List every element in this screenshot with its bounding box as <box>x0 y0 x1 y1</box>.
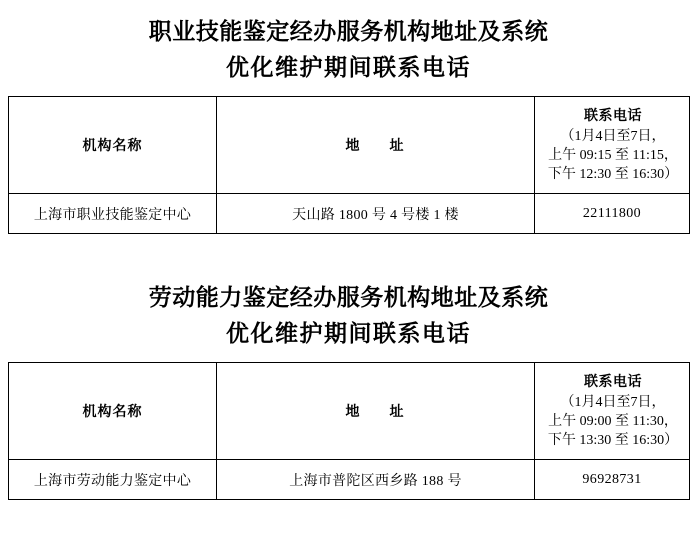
section-1-table <box>8 96 690 234</box>
cell-address: 上海市普陀区西乡路 188 号 <box>217 460 535 500</box>
cell-organization-name: 上海市劳动能力鉴定中心 <box>9 460 217 500</box>
table-row <box>9 194 690 234</box>
table-header-row <box>9 363 690 460</box>
column-header-telephone-title: 联系电话 <box>584 374 642 390</box>
column-header-telephone-line-1: （1月4日至7日， <box>560 128 666 144</box>
cell-address: 天山路 1800 号 4 号楼 1 楼 <box>217 194 535 234</box>
column-header-address-text: 地 址 <box>345 139 412 154</box>
column-header-telephone-line-3: 下午 13:30 至 16:30） <box>547 432 679 448</box>
table-header-row <box>9 97 690 194</box>
section-vocational-skill <box>0 0 697 234</box>
section-2-title <box>0 280 697 352</box>
column-header-address <box>217 363 535 460</box>
section-2-title-line-1: 劳动能力鉴定经办服务机构地址及系统 <box>148 285 549 310</box>
column-header-name: 机构名称 <box>9 363 217 460</box>
table-row <box>9 460 690 500</box>
section-1-title-line-1: 职业技能鉴定经办服务机构地址及系统 <box>148 19 549 44</box>
column-header-name: 机构名称 <box>9 97 217 194</box>
column-header-telephone-line-2: 上午 09:15 至 11:15， <box>548 147 678 163</box>
column-header-telephone <box>535 363 690 460</box>
cell-organization-name: 上海市职业技能鉴定中心 <box>9 194 217 234</box>
section-1-title-line-2: 优化维护期间联系电话 <box>226 55 471 80</box>
section-2-table <box>8 362 690 500</box>
column-header-telephone <box>535 97 690 194</box>
section-1-table-wrap <box>0 96 697 234</box>
column-header-telephone-line-1: （1月4日至7日， <box>560 394 666 410</box>
column-header-telephone-line-2: 上午 09:00 至 11:30， <box>548 413 678 429</box>
cell-telephone: 96928731 <box>535 460 690 500</box>
column-header-telephone-line-3: 下午 12:30 至 16:30） <box>547 166 679 182</box>
column-header-address <box>217 97 535 194</box>
section-2-title-line-2: 优化维护期间联系电话 <box>226 321 471 346</box>
cell-telephone: 22111800 <box>535 194 690 234</box>
column-header-telephone-title: 联系电话 <box>584 108 642 124</box>
column-header-address-text: 地 址 <box>345 405 412 420</box>
section-labor-ability <box>0 234 697 500</box>
section-1-title <box>0 14 697 86</box>
section-2-table-wrap <box>0 362 697 500</box>
